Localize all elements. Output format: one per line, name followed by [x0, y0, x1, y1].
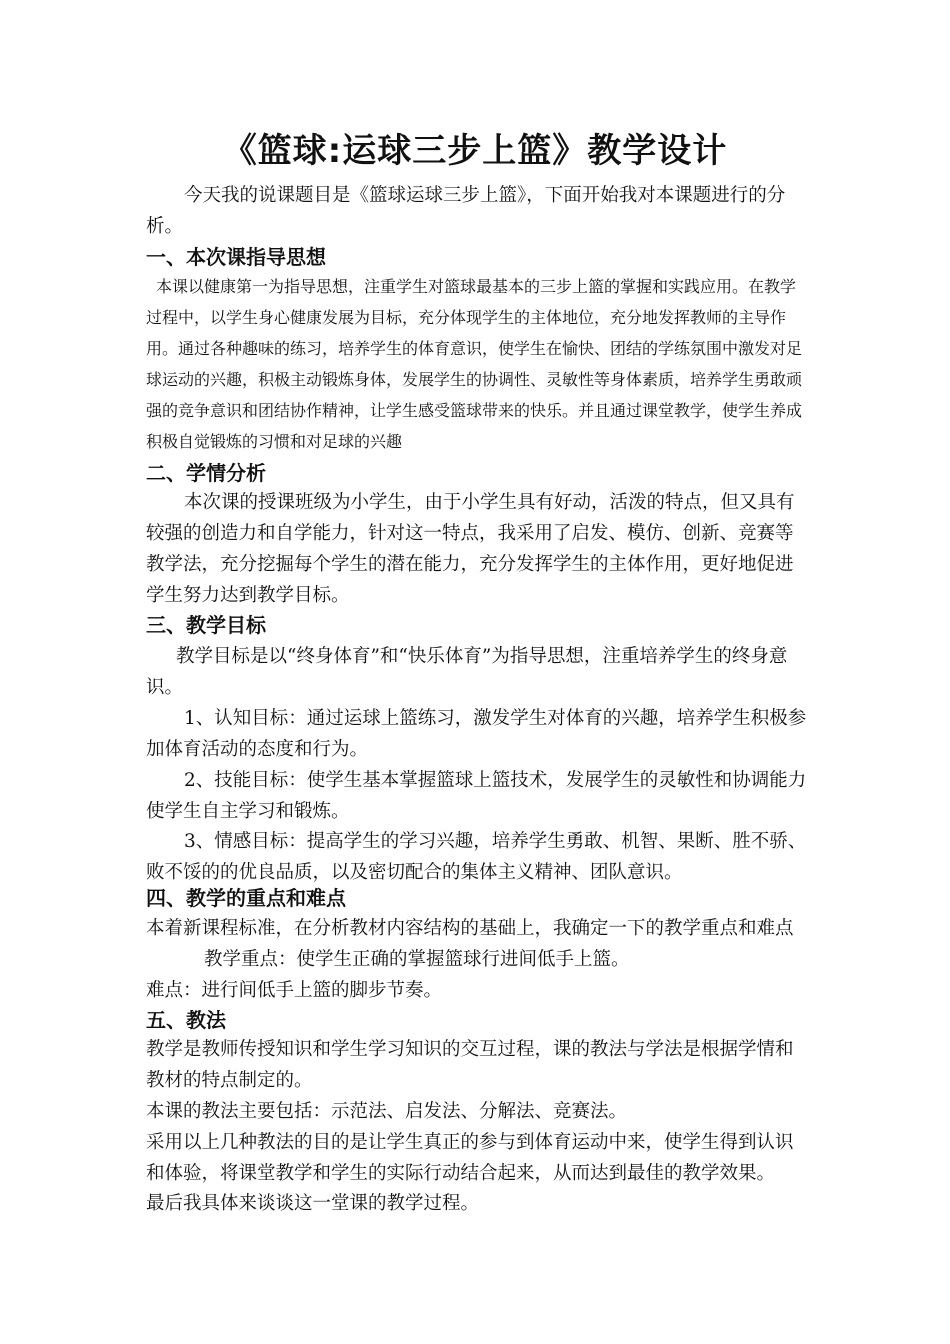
goal-emotional: 3、情感目标：提高学生的学习兴趣，培养学生勇敢、机智、果断、胜不骄、败不馁的的优良品质，以及密切配合的集体主义精神、团队意识。	[146, 831, 807, 883]
section4-paragraph: 本着新课程标准，在分析教材内容结构的基础上，我确定一下的教学重点和难点	[146, 918, 794, 939]
section5-paragraph-2: 本课的教法主要包括：示范法、启发法、分解法、竞赛法。	[146, 1101, 628, 1122]
intro-paragraph: 今天我的说课题目是《篮球运球三步上篮》，下面开始我对本课题进行的分析。	[146, 185, 786, 237]
difficulty-text: 难点：进行间低手上篮的脚步节奏。	[146, 980, 443, 1001]
document-title: 《篮球:运球三步上篮》教学设计	[222, 131, 728, 171]
section5-paragraph-4: 最后我具体来谈谈这一堂课的教学过程。	[146, 1193, 480, 1214]
section5-paragraph-1: 教学是教师传授知识和学生学习知识的交互过程，课的教法与学法是根据学情和教材的特点制定的。	[146, 1039, 794, 1091]
section4-heading: 四、教学的重点和难点	[146, 886, 346, 910]
goal-skill: 2、技能目标：使学生基本掌握篮球上篮技术，发展学生的灵敏性和协调能力使学生自主学习和锻炼。	[146, 770, 807, 822]
section1-paragraph: 本课以健康第一为指导思想，注重学生对篮球最基本的三步上篮的掌握和实践应用。在教学过程中，以学生身心健康发展为目标，充分体现学生的主体地位，充分地发挥教师的主导作用。通过各种趣味的练习，培养学生的体育意识，使学生在愉快、团结的学练氛围中激发对足球运动的兴趣，积极主动锻炼身体，发展学生的协调性、灵敏性等身体素质，培养学生勇敢顽强的竞争意识和团结协作精神，让学生感受篮球带来的快乐。并且通过课堂教学，使学生养成积极自觉锻炼的习惯和对足球的兴趣	[146, 277, 803, 451]
section2-heading: 二、学情分析	[146, 461, 266, 485]
section1-heading: 一、本次课指导思想	[146, 245, 326, 269]
section5-heading: 五、教法	[146, 1008, 226, 1032]
key-point-text: 教学重点：使学生正确的掌握篮球行进间低手上篮。	[204, 949, 630, 970]
section3-heading: 三、教学目标	[146, 613, 266, 637]
goal-cognitive: 1、认知目标：通过运球上篮练习，激发学生对体育的兴趣，培养学生积极参加体育活动的态度和行为。	[146, 708, 807, 760]
section3-paragraph: 教学目标是以“终身体育”和“快乐体育”为指导思想，注重培养学生的终身意识。	[146, 646, 788, 698]
section5-paragraph-3: 采用以上几种教法的目的是让学生真正的参与到体育运动中来，使学生得到认识和体验，将课堂教学和学生的实际行动结合起来，从而达到最佳的教学效果。	[146, 1132, 794, 1184]
section2-paragraph: 本次课的授课班级为小学生，由于小学生具有好动，活泼的特点，但又具有较强的创造力和自学能力，针对这一特点，我采用了启发、模仿、创新、竞赛等教学法，充分挖掘每个学生的潜在能力，充分发挥学生的主体作用，更好地促进学生努力达到教学目标。	[146, 492, 795, 606]
